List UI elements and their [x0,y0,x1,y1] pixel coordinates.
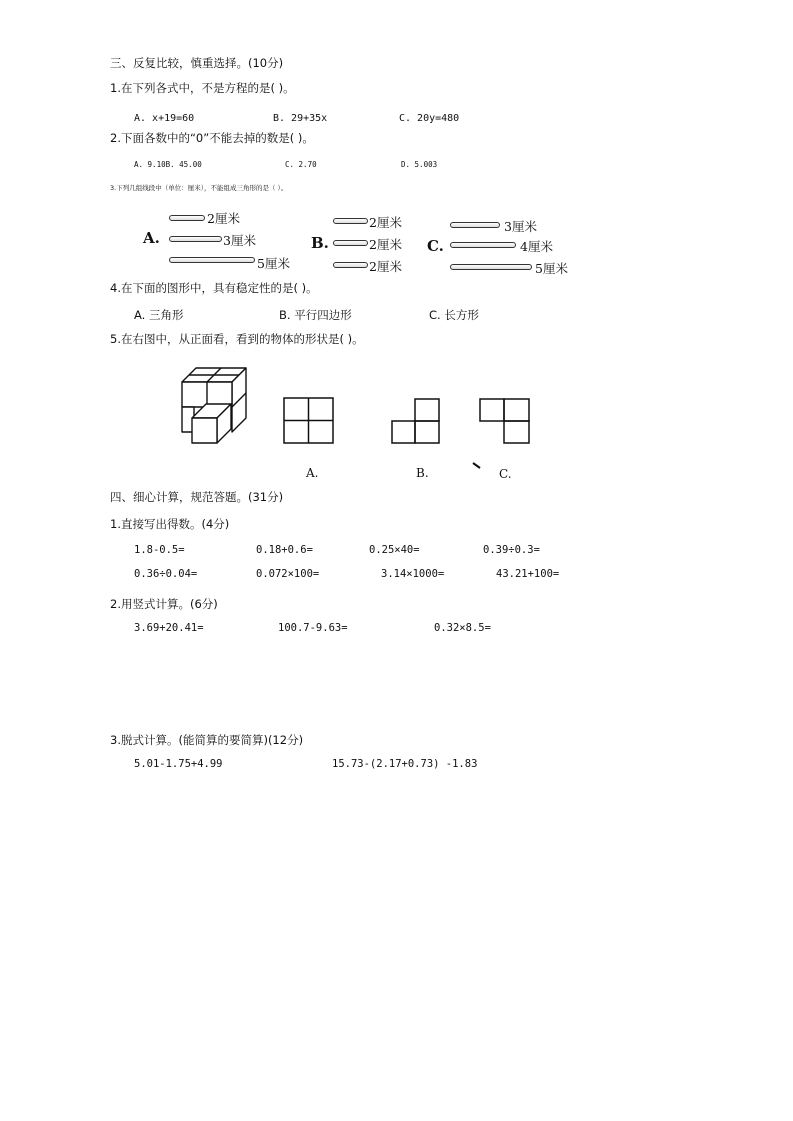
q5-stem: 5.在右图中，从正面看，看到的物体的形状是( )。 [110,332,364,346]
q3-label-b: B. [311,234,329,252]
q2-option-ab: A. 9.10B. 45.00 [134,160,202,169]
q5-label-b: B. [416,466,429,480]
q1-option-c: C. 20y=480 [399,113,460,124]
q2-stem: 2.下面各数中的“0”不能去掉的数是( )。 [110,131,314,145]
q1-stem: 1.在下列各式中，不是方程的是( )。 [110,81,295,95]
vertical-calc-item: 3.69+20.41= [134,622,204,634]
vertical-calc-item: 0.32×8.5= [434,622,491,634]
q3-a-rod2-label: 3厘米 [223,233,256,248]
q5-label-c: C. [499,467,512,481]
q3-b-rod2-label: 2厘米 [369,237,402,252]
q5-shape-c [479,398,531,444]
q3-label-a: A. [143,229,160,247]
q1-option-b: B. 29+35x [273,113,328,124]
rod-icon [169,215,205,221]
calc-item: 0.25×40= [369,544,420,556]
q3-a-rod3-label: 5厘米 [257,256,290,271]
stepwise-calc-item: 5.01-1.75+4.99 [134,758,223,770]
q3-c-rod1-label: 3厘米 [504,219,537,234]
calc-item: 0.39÷0.3= [483,544,540,556]
q3-c-rod3-label: 5厘米 [535,261,568,276]
s4-q2-stem: 2.用竖式计算。(6分) [110,597,218,611]
q5-label-a: A. [306,466,319,480]
stray-mark-icon [472,462,482,470]
vertical-calc-item: 100.7-9.63= [278,622,348,634]
q3-b-rod3-label: 2厘米 [369,259,402,274]
s4-q1-stem: 1.直接写出得数。(4分) [110,517,230,531]
calc-item: 3.14×1000= [381,568,445,580]
q3-c-rod2-label: 4厘米 [520,239,553,254]
rod-icon [450,264,532,270]
rod-icon [169,236,222,242]
q3-b-rod1-label: 2厘米 [369,215,402,230]
q2-option-d: D. 5.003 [401,160,438,169]
rod-icon [450,242,516,248]
section4-title: 四、细心计算，规范答题。(31分) [110,490,284,504]
rod-icon [333,218,368,224]
q4-option-a: A. 三角形 [134,308,184,322]
q3-label-c: C. [427,237,444,255]
q4-stem: 4.在下面的图形中，具有稳定性的是( )。 [110,281,318,295]
rod-icon [450,222,500,228]
q1-option-a: A. x+19=60 [134,113,195,124]
rod-icon [333,240,368,246]
rod-icon [333,262,368,268]
calc-item: 0.36÷0.04= [134,568,198,580]
cube-stack-figure [180,364,250,446]
section3-title: 三、反复比较，慎重选择。(10分) [110,56,284,70]
q2-option-c: C. 2.70 [285,160,317,169]
q4-option-c: C. 长方形 [429,308,479,322]
stepwise-calc-item: 15.73-(2.17+0.73) -1.83 [332,758,478,770]
rod-icon [169,257,255,263]
q3-stem: 3.下列几组线段中（单位：厘米），不能组成三角形的是（ ）。 [110,184,288,192]
q3-a-rod1-label: 2厘米 [207,211,240,226]
s4-q3-stem: 3.脱式计算。(能简算的要简算)(12分) [110,733,304,747]
q5-shape-a [283,397,335,445]
calc-item: 0.072×100= [256,568,320,580]
calc-item: 43.21+100= [496,568,560,580]
q4-option-b: B. 平行四边形 [279,308,352,322]
calc-item: 1.8-0.5= [134,544,185,556]
q5-shape-b [391,398,441,444]
calc-item: 0.18+0.6= [256,544,313,556]
